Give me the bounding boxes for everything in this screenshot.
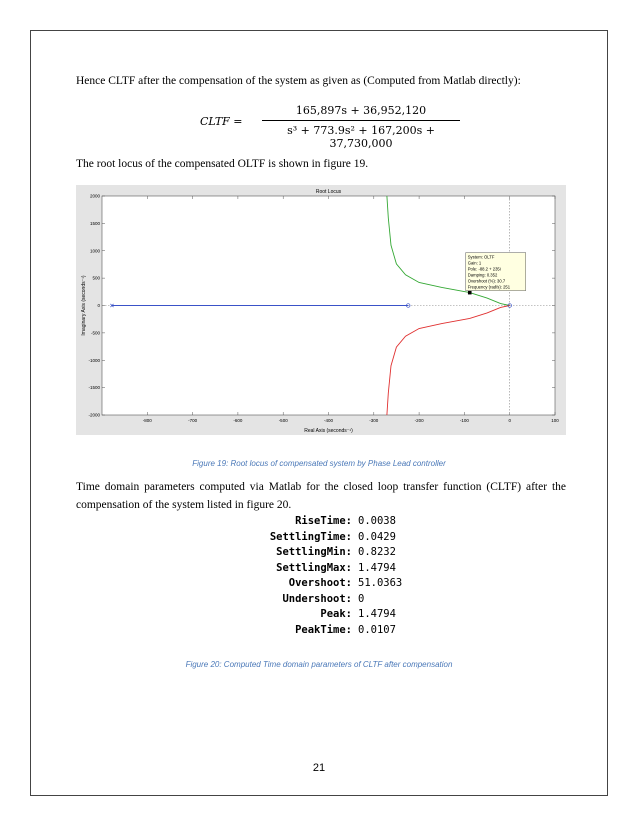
x-tick-label: -300 [369,418,379,423]
y-tick-label: 2000 [89,193,100,199]
y-tick-label: -500 [90,330,100,336]
chart-title: Root Locus [315,189,342,195]
time-domain-parameters [250,514,420,638]
y-tick-label: 1500 [89,220,100,226]
equation-numerator: 165,897s + 36,952,120 [295,104,427,117]
x-tick-label: 0 [508,418,511,423]
fraction-bar [262,120,460,121]
x-axis-label: Real Axis (seconds⁻¹) [304,428,353,434]
intro-paragraph: Hence CLTF after the compensation of the system as given as (Computed from Matlab directly): [76,75,521,87]
param-row [250,530,420,546]
datatip-line: Pole: -88.2 + 235i [467,266,501,272]
root-locus-paragraph: The root locus of the compensated OLTF is shown in figure 19. [76,158,369,170]
param-value: 1.4794 [358,608,396,620]
param-name: Undershoot: [282,592,352,605]
param-row [250,607,420,623]
datatip-line: Gain: 1 [467,260,482,266]
x-tick-label: -800 [142,418,152,423]
figure19-caption: Figure 19: Root locus of compensated system by Phase Lead controller [192,459,446,468]
param-name: Overshoot: [288,577,352,589]
y-tick-label: 1000 [89,248,100,254]
x-tick-label: -600 [233,418,243,423]
equation-denominator: s³ + 773.9s² + 167,200s + 37,730,000 [287,124,435,150]
param-name: SettlingMin: [276,546,352,558]
time-domain-paragraph: Time domain parameters computed via Matlab for the closed loop transfer function (CLTF) after the compensation of the system listed in figure 20. [76,481,566,511]
x-tick-label: -100 [459,418,469,423]
y-tick-label: -1000 [88,357,100,363]
datatip-line: Overshoot (%): 30.7 [467,278,506,284]
param-name: PeakTime: [295,623,352,636]
param-name: RiseTime: [295,515,352,527]
x-tick-label: -500 [278,418,288,423]
root-locus-chart [76,185,566,435]
datatip-line: System: OLTF [467,254,495,260]
param-value: 0.0038 [358,515,396,527]
param-value: 0.8232 [358,546,396,558]
param-value: 51.0363 [358,577,403,589]
param-name: SettlingMax: [276,561,352,574]
cltf-equation [200,104,460,150]
param-row [250,623,420,639]
datatip-line: Frequency (rad/s): 251 [467,284,511,290]
y-tick-label: 500 [92,275,100,281]
datatip-line: Damping: 0.352 [467,272,498,278]
param-row [250,561,420,577]
datatip-marker [468,291,472,295]
y-tick-label: -2000 [88,412,100,418]
param-row [250,545,420,561]
param-value: 0.0429 [358,530,396,543]
y-axis-label: Imaginary Axis (seconds⁻¹) [81,275,87,336]
page-number: 21 [312,762,326,774]
x-tick-label: -400 [323,418,334,423]
x-tick-label: 100 [551,418,559,423]
param-name: Peak: [320,608,352,620]
y-tick-label: 0 [97,303,100,308]
equation-lhs: CLTF = [200,115,243,128]
param-row [250,576,420,592]
root-locus-figure [76,185,566,435]
y-tick-label: -1500 [88,385,100,391]
param-name: SettlingTime: [269,530,352,543]
param-value: 0 [358,592,365,605]
param-value: 0.0107 [358,623,396,636]
figure20-caption: Figure 20: Computed Time domain parameters of CLTF after compensation [185,660,453,669]
param-row [250,514,420,530]
param-value: 1.4794 [358,561,396,574]
param-row [250,592,420,608]
x-tick-label: -700 [188,418,198,423]
x-tick-label: -200 [414,418,424,423]
